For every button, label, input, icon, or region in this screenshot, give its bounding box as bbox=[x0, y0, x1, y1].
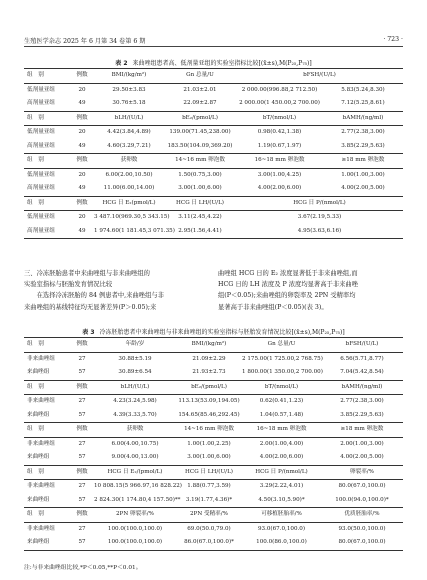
table-cell: 21.09±2.29 bbox=[192, 355, 226, 362]
column-header: Gn 总量/U bbox=[242, 338, 321, 353]
table-header-row bbox=[24, 508, 403, 523]
table-row bbox=[24, 182, 403, 196]
text-line: HCG 日的 LH 浓度及 P 浓度均显著高于非来曲唑 bbox=[218, 281, 359, 289]
column-header: 优质胚胎率/% bbox=[321, 508, 403, 523]
column-header: 获卵数 bbox=[94, 423, 176, 438]
table-cell: 0.62(0.41,1.23) bbox=[259, 398, 304, 404]
row-label: 高剂量亚组 bbox=[27, 185, 55, 191]
table-cell: 27 bbox=[78, 355, 86, 362]
table-cell: 27 bbox=[78, 525, 86, 532]
column-header: bE₂/(pmol/L) bbox=[164, 111, 236, 126]
column-header: ≥18 mm 卵泡数 bbox=[321, 423, 403, 438]
table-cell: 22.09±2.87 bbox=[183, 100, 217, 106]
column-header: 获卵数 bbox=[94, 154, 164, 169]
column-header: HCG 日 P/(nmol/L) bbox=[242, 465, 321, 480]
column-header: 组 别 bbox=[24, 423, 70, 438]
table-cell: 20 bbox=[78, 214, 86, 220]
table-cell: 3.11(2.45,4.22) bbox=[178, 214, 222, 220]
column-header: 例数 bbox=[70, 196, 94, 211]
column-header: bFSH/(U/L) bbox=[321, 338, 403, 353]
table-row bbox=[24, 97, 403, 111]
text-line: 三、冷冻胚胎患者中来曲唑组与非来曲唑组的 bbox=[24, 270, 150, 277]
table-header-row bbox=[24, 196, 403, 211]
column-header: 14~16 mm 卵泡数 bbox=[164, 154, 236, 169]
column-header: 年龄/岁 bbox=[94, 338, 176, 353]
table-row bbox=[24, 211, 403, 225]
column-header: 例数 bbox=[70, 111, 94, 126]
table-cell: 4.39(3.33,5.70) bbox=[113, 411, 157, 418]
table-cell: 86.0(67.0,100.0)* bbox=[176, 536, 242, 550]
column-header: bFSH/(U/L) bbox=[236, 69, 403, 84]
table-cell: 7.12(5.25,8.61) bbox=[341, 100, 385, 106]
table-row bbox=[24, 480, 403, 494]
header-rule bbox=[24, 46, 403, 47]
table-cell: 113.13(53.09,194.05) bbox=[178, 398, 240, 404]
table-cell: 20 bbox=[78, 129, 86, 135]
table-cell: 2.00(1.00,4.00) bbox=[259, 440, 304, 447]
column-header: 卵裂率/% bbox=[321, 465, 403, 480]
column-header: 例数 bbox=[70, 154, 94, 169]
column-header: Gn 总量/U bbox=[164, 69, 236, 84]
table-header-row bbox=[24, 111, 403, 126]
table-cell: 1 800.00(1 350.00,2 700.00) bbox=[242, 369, 323, 375]
table-cell: 4.00(2.00,6.00) bbox=[259, 454, 304, 460]
table2-caption-text: 来曲唑组患者高、低剂量亚组的实验室指标比较[(x̄±s),M(P₂₅,P₇₅)] bbox=[132, 60, 312, 67]
column-header: HCG 日 LH/(U/L) bbox=[164, 196, 236, 211]
row-label: 非来曲唑组 bbox=[27, 525, 55, 532]
table-cell: 4.95(3.63,6.16) bbox=[236, 225, 403, 239]
table-cell: 2 000.00(996.88,2 712.50) bbox=[241, 86, 318, 93]
table2-caption-label: 表 2 bbox=[115, 60, 128, 67]
column-header: 例数 bbox=[70, 338, 94, 353]
table-cell: 30.89±6.54 bbox=[118, 369, 152, 375]
table-row bbox=[24, 126, 403, 140]
column-header: 例数 bbox=[70, 69, 94, 84]
table-cell: 3.85(2.29,5.63) bbox=[341, 142, 385, 149]
table-cell: 1.50(0.75,3.00) bbox=[178, 171, 222, 178]
table-row bbox=[24, 352, 403, 366]
column-header: 组 别 bbox=[24, 338, 70, 353]
table-cell: 2 824.30(1 174.80,4 157.50)** bbox=[94, 496, 181, 503]
table-row bbox=[24, 395, 403, 409]
table-cell: 3.00(1.00,6.00) bbox=[178, 185, 222, 191]
row-label: 来曲唑组 bbox=[27, 411, 50, 418]
row-label: 非来曲唑组 bbox=[27, 440, 55, 447]
table-cell: 27 bbox=[78, 440, 86, 447]
column-header: bAMH/(ng/ml) bbox=[323, 111, 403, 126]
table-cell: 100.0(86.0,100.0) bbox=[242, 536, 321, 550]
column-header: HCG 日 P/(nmol/L) bbox=[236, 196, 403, 211]
column-header: HCG 日 E₂(pmol/L) bbox=[94, 196, 164, 211]
table-cell: 4.42(3.84,4.89) bbox=[107, 129, 151, 135]
table-cell: 1.04(0.57,1.48) bbox=[259, 411, 304, 418]
column-header: 组 别 bbox=[24, 465, 70, 480]
text-line: 实验室指标与胚胎发育情况比较 bbox=[24, 281, 113, 289]
table-header-row bbox=[24, 465, 403, 480]
table-cell: 9.00(4.00,13.00) bbox=[111, 454, 159, 460]
column-header: bLH/(U/L) bbox=[94, 111, 164, 126]
column-header: 组 别 bbox=[24, 196, 70, 211]
table-cell: 57 bbox=[78, 454, 86, 460]
table-cell: 4.60(3.29,7.21) bbox=[107, 142, 151, 149]
table-row bbox=[24, 451, 403, 465]
row-label: 高剂量亚组 bbox=[27, 100, 55, 106]
table-header-row bbox=[24, 69, 403, 84]
table-cell: 1.00(1.00,2.25) bbox=[187, 440, 231, 447]
table-row bbox=[24, 522, 403, 536]
row-label: 低剂量亚组 bbox=[27, 129, 55, 135]
row-label: 非来曲唑组 bbox=[27, 355, 55, 362]
table-cell: 29.50±3.83 bbox=[112, 86, 146, 93]
table-row bbox=[24, 83, 403, 97]
table-cell: 100.0(100.0,100.0) bbox=[94, 536, 176, 550]
table-cell: 57 bbox=[78, 369, 86, 375]
table-cell: 80.0(67.0,100.0) bbox=[338, 483, 386, 489]
column-header: 16~18 mm 卵泡数 bbox=[236, 154, 323, 169]
table-row bbox=[24, 409, 403, 423]
column-header: BMI/(kg/m²) bbox=[176, 338, 242, 353]
column-header: 例数 bbox=[70, 465, 94, 480]
text-line: 显著高于非来曲唑组(P＜0.05)(表 3)。 bbox=[218, 303, 328, 311]
table-cell: 2.95(1.56,4.41) bbox=[164, 225, 236, 239]
table-cell: 21.03±2.01 bbox=[183, 86, 217, 93]
column-header: bLH/(U/L) bbox=[94, 380, 176, 395]
row-label: 高剂量亚组 bbox=[27, 142, 55, 149]
table-cell: 20 bbox=[78, 86, 86, 93]
column-header: 组 别 bbox=[24, 111, 70, 126]
row-label: 来曲唑组 bbox=[24, 536, 70, 550]
table-cell: 4.50(3.10,5.90)* bbox=[258, 496, 305, 503]
table3-caption bbox=[24, 327, 403, 336]
column-header: 例数 bbox=[70, 380, 94, 395]
table-header-row bbox=[24, 154, 403, 169]
table-cell: 1.00(1.00,3.00) bbox=[341, 171, 385, 178]
table-cell: 3 487.10(969.30,5 343.15) bbox=[94, 214, 170, 220]
table-cell: 30.88±5.19 bbox=[118, 355, 152, 362]
table-cell: 2.77(2.38,3.00) bbox=[341, 129, 385, 135]
table-cell: 20 bbox=[78, 171, 86, 178]
table-cell: 49 bbox=[70, 225, 94, 239]
table-cell: 80.0(67.0,100.0) bbox=[321, 536, 403, 550]
table-cell: 49 bbox=[78, 142, 86, 149]
table-cell: 57 bbox=[70, 536, 94, 550]
table-cell: 93.0(50.0,100.0) bbox=[338, 525, 386, 532]
table-cell: 49 bbox=[78, 100, 86, 106]
table-row bbox=[24, 140, 403, 154]
row-label: 来曲唑组 bbox=[27, 369, 50, 375]
column-header: bT/(nmol/L) bbox=[242, 380, 321, 395]
column-header: bE₂/(pmol/L) bbox=[176, 380, 242, 395]
table-cell: 0.98(0.42,1.38) bbox=[257, 129, 302, 135]
table-cell: 183.50(104.09,369.20) bbox=[167, 142, 233, 149]
column-header: 例数 bbox=[70, 423, 94, 438]
table2-caption bbox=[24, 58, 403, 67]
table-cell: 2.77(2.38,3.00) bbox=[340, 398, 384, 404]
table-cell: 6.56(5.71,8.77) bbox=[340, 355, 384, 362]
column-header: 组 别 bbox=[24, 69, 70, 84]
table-row bbox=[24, 494, 403, 508]
table-cell: 4.00(2.00,5.00) bbox=[340, 454, 384, 460]
table3-caption-label: 表 3 bbox=[82, 329, 95, 336]
text-line: 在选择冷冻胚胎的 84 例患者中,来曲唑组与非 bbox=[24, 292, 164, 300]
table-cell: 2 000.00(1 450.00,2 700.00) bbox=[239, 100, 320, 106]
row-label: 低剂量亚组 bbox=[27, 171, 55, 178]
table-cell: 6.00(4.00,10.75) bbox=[111, 440, 159, 447]
table-cell: 93.0(67.0,100.0) bbox=[257, 525, 306, 532]
table-cell: 1.19(0.67,1.97) bbox=[257, 142, 302, 149]
column-header: 组 别 bbox=[24, 154, 70, 169]
table-cell: 21.93±2.73 bbox=[192, 369, 226, 375]
table-cell: 100.0(100.0,100.0) bbox=[107, 525, 163, 532]
table-cell: 3.00(1.00,6.00) bbox=[187, 454, 231, 460]
table-cell: 49 bbox=[78, 185, 86, 191]
table-cell: 27 bbox=[78, 398, 86, 404]
text-line: 曲唑组 HCG 日的 E₂ 浓度显著低于非来曲唑组,而 bbox=[218, 270, 358, 277]
column-header: 2PN 受精率/% bbox=[176, 508, 242, 523]
table3-note: 注:与非来曲唑组比较,*P＜0.05,**P＜0.01。 bbox=[24, 565, 142, 571]
table-cell: 1.88(0.77,3.59) bbox=[187, 483, 231, 489]
table-cell: 69.0(50.0,79.0) bbox=[187, 525, 231, 532]
row-label: 非来曲唑组 bbox=[27, 398, 55, 404]
page-number: · 723 · bbox=[383, 36, 403, 43]
table-row bbox=[24, 168, 403, 182]
table-cell: 139.00(71.45,238.00) bbox=[169, 129, 231, 135]
table-cell: 3.85(2.29,5.63) bbox=[340, 411, 384, 418]
table-cell: 3.67(2.19,5.33) bbox=[297, 214, 342, 220]
table-cell: 1 974.60(1 181.45,3 071.35) bbox=[94, 225, 164, 239]
table-cell: 3.29(2.22,4.01) bbox=[259, 483, 304, 489]
table-cell: 27 bbox=[78, 483, 86, 489]
table-cell: 57 bbox=[78, 496, 86, 503]
table-row bbox=[24, 366, 403, 380]
table-row bbox=[24, 536, 403, 550]
table-cell: 6.00(2.00,10.50) bbox=[105, 171, 153, 178]
table2 bbox=[24, 68, 403, 239]
column-header: 可移植胚胎率/% bbox=[242, 508, 321, 523]
table-cell: 2 175.00(1 725.00,2 768.75) bbox=[242, 355, 323, 362]
column-header: 例数 bbox=[70, 508, 94, 523]
column-header: bT/(nmol/L) bbox=[236, 111, 323, 126]
table-header-row bbox=[24, 423, 403, 438]
table3-caption-text: 冷冻胚胎患者中来曲唑组与非来曲唑组的实验室指标与胚胎发育情况比较[(x̄±s),M(P₂₅,P₇₅)] bbox=[99, 329, 345, 336]
text-line: 组(P＜0.05);来曲唑组的卵裂率及 2PN 受精率均 bbox=[218, 292, 356, 300]
column-header: HCG 日 E₂/(pmol/L) bbox=[94, 465, 176, 480]
table-header-row bbox=[24, 338, 403, 353]
section-text-left bbox=[24, 268, 210, 313]
table-cell: 7.04(5.42,8.54) bbox=[340, 369, 384, 375]
table-cell: 4.00(2.00,5.00) bbox=[341, 185, 385, 191]
text-line: 来曲唑组的基线特征均无显著差异(P＞0.05);来 bbox=[24, 303, 157, 311]
table-cell: 3.00(1.00,4.25) bbox=[257, 171, 302, 178]
table-header-row bbox=[24, 380, 403, 395]
row-label: 来曲唑组 bbox=[27, 454, 50, 460]
table-cell: 30.76±5.18 bbox=[112, 100, 146, 106]
running-header bbox=[24, 36, 403, 46]
row-label: 低剂量亚组 bbox=[27, 86, 55, 93]
table-cell: 11.00(6.00,14.00) bbox=[103, 185, 155, 191]
table-cell: 3.19(1.77,4.36)* bbox=[185, 496, 233, 503]
table-cell: 4.00(2.00,6.00) bbox=[257, 185, 302, 191]
row-label: 来曲唑组 bbox=[27, 496, 50, 503]
column-header: 16~18 mm 卵泡数 bbox=[242, 423, 321, 438]
column-header: BMI/(kg/m²) bbox=[94, 69, 164, 84]
column-header: 组 别 bbox=[24, 380, 70, 395]
column-header: bAMH/(ng/ml) bbox=[321, 380, 403, 395]
column-header: 14~16 mm 卵泡数 bbox=[176, 423, 242, 438]
column-header: 2PN 卵裂率/% bbox=[94, 508, 176, 523]
table-row bbox=[24, 225, 403, 239]
row-label: 低剂量亚组 bbox=[27, 214, 55, 220]
journal-title: 生殖医学杂志 2025 年 6 月第 34 卷第 6 期 bbox=[24, 38, 146, 45]
row-label: 非来曲唑组 bbox=[27, 483, 55, 489]
table3 bbox=[24, 337, 403, 551]
table-cell: 57 bbox=[78, 411, 86, 418]
table-cell: 5.83(5.24,8.30) bbox=[341, 86, 385, 93]
section-text-right bbox=[218, 268, 403, 313]
table-cell: 100.0(94.0,100.0)* bbox=[335, 496, 389, 503]
table-cell: 4.23(3.24,5.98) bbox=[113, 398, 157, 404]
row-label: 高剂量亚组 bbox=[24, 225, 70, 239]
table-cell: 10 808.15(5 966.97,16 828.22) bbox=[94, 483, 182, 489]
table-row bbox=[24, 437, 403, 451]
table-cell: 154.65(85.46,292.45) bbox=[178, 411, 240, 418]
column-header: HCG 日 LH/(U/L) bbox=[176, 465, 242, 480]
column-header: 组 别 bbox=[24, 508, 70, 523]
table-cell: 2.00(1.00,3.00) bbox=[340, 440, 384, 447]
column-header: ≥18 mm 卵泡数 bbox=[323, 154, 403, 169]
